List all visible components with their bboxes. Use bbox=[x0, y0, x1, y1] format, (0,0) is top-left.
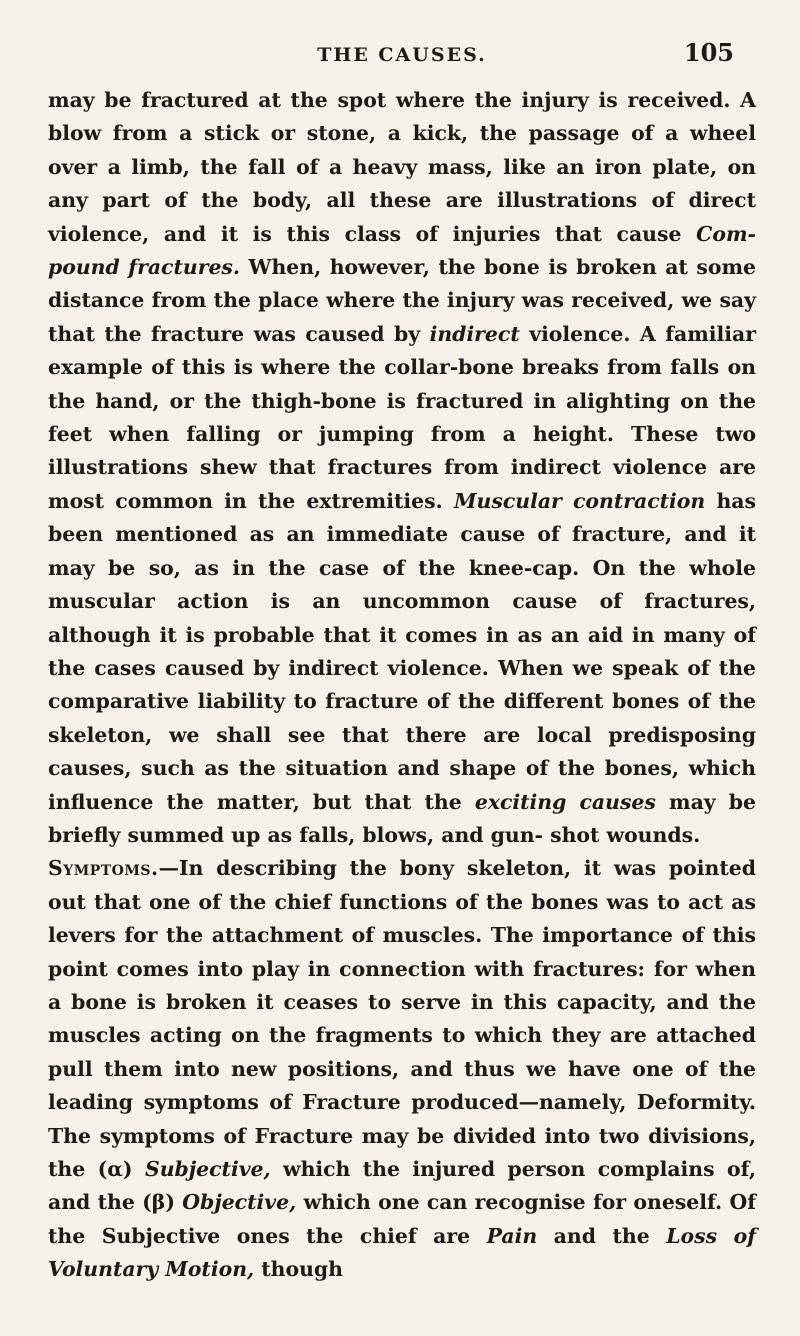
italic-phrase: Loss of Voluntary Motion, bbox=[48, 1223, 756, 1282]
text-run: —In describing the bony skeleton, it was pointed out that one of the chief functions of the bones was to act as levers for the attachment of muscles. The importance of this point comes into play in connection with fractures: for when a bone is broken it ceases to serve in this capacity, and the muscles acting on the fragments to which they are attached pull them into new positions, and thus we have one of the leading symptoms of Fracture produced—namely, Deformity. The symptoms of Fracture may be divided into two divisions, the (α) bbox=[48, 856, 756, 1181]
italic-phrase: exciting causes bbox=[474, 789, 656, 814]
page-header bbox=[48, 0, 756, 84]
running-head: THE CAUSES. bbox=[317, 44, 487, 66]
text-run: may be fractured at the spot where the injury is received. A blow from a stick or stone, a kick, the passage of a wheel over a limb, the fall of a heavy mass, like an iron plate, on any part of the body, all these are illustrations of direct violence, and it is this class of injuries that cause bbox=[48, 88, 756, 246]
paragraph bbox=[48, 84, 756, 852]
paragraph bbox=[48, 852, 756, 1286]
text-run: may be briefly summed up as falls, blows, and gun- shot wounds. bbox=[48, 789, 756, 847]
page-number: 105 bbox=[683, 38, 734, 67]
text-run: When, however, the bone is broken at some distance from the place where the injury was received, we say that the fracture was caused by bbox=[48, 255, 756, 346]
text-run: which one can recognise for oneself. Of the Subjective ones the chief are bbox=[48, 1190, 756, 1248]
body-text bbox=[48, 84, 756, 1287]
italic-phrase: Subjective, bbox=[144, 1157, 271, 1181]
text-run: though bbox=[254, 1257, 343, 1282]
text-run: which the injured person complains of, and the (β) bbox=[48, 1157, 756, 1215]
section-heading: Symptoms. bbox=[48, 856, 159, 881]
text-run: violence. A familiar example of this is where the collar-bone breaks from falls on the hand, or the thigh-bone is fractured in alighting on the feet when falling or jumping from a height. These two illustrations shew that fractures from indirect violence are most common in the extremities. bbox=[48, 321, 756, 513]
italic-phrase: Com- pound fractures. bbox=[48, 221, 756, 280]
italic-phrase: indirect bbox=[429, 321, 520, 346]
italic-phrase: Objective, bbox=[182, 1190, 297, 1215]
text-run: has been mentioned as an immediate cause of fracture, and it may be so, as in the case of the knee-cap. On the whole muscular action is an uncommon cause of fractures, although it is probable that it comes in as an aid in many of the cases caused by indirect violence. When we speak of the comparative liability to fracture of the different bones of the skeleton, we shall see that there are local predisposing causes, such as the situation and shape of the bones, which influence the matter, but that the bbox=[48, 488, 756, 814]
italic-phrase: Pain bbox=[486, 1223, 538, 1248]
italic-phrase: Muscular contraction bbox=[453, 488, 706, 513]
text-run: and the bbox=[537, 1223, 667, 1248]
